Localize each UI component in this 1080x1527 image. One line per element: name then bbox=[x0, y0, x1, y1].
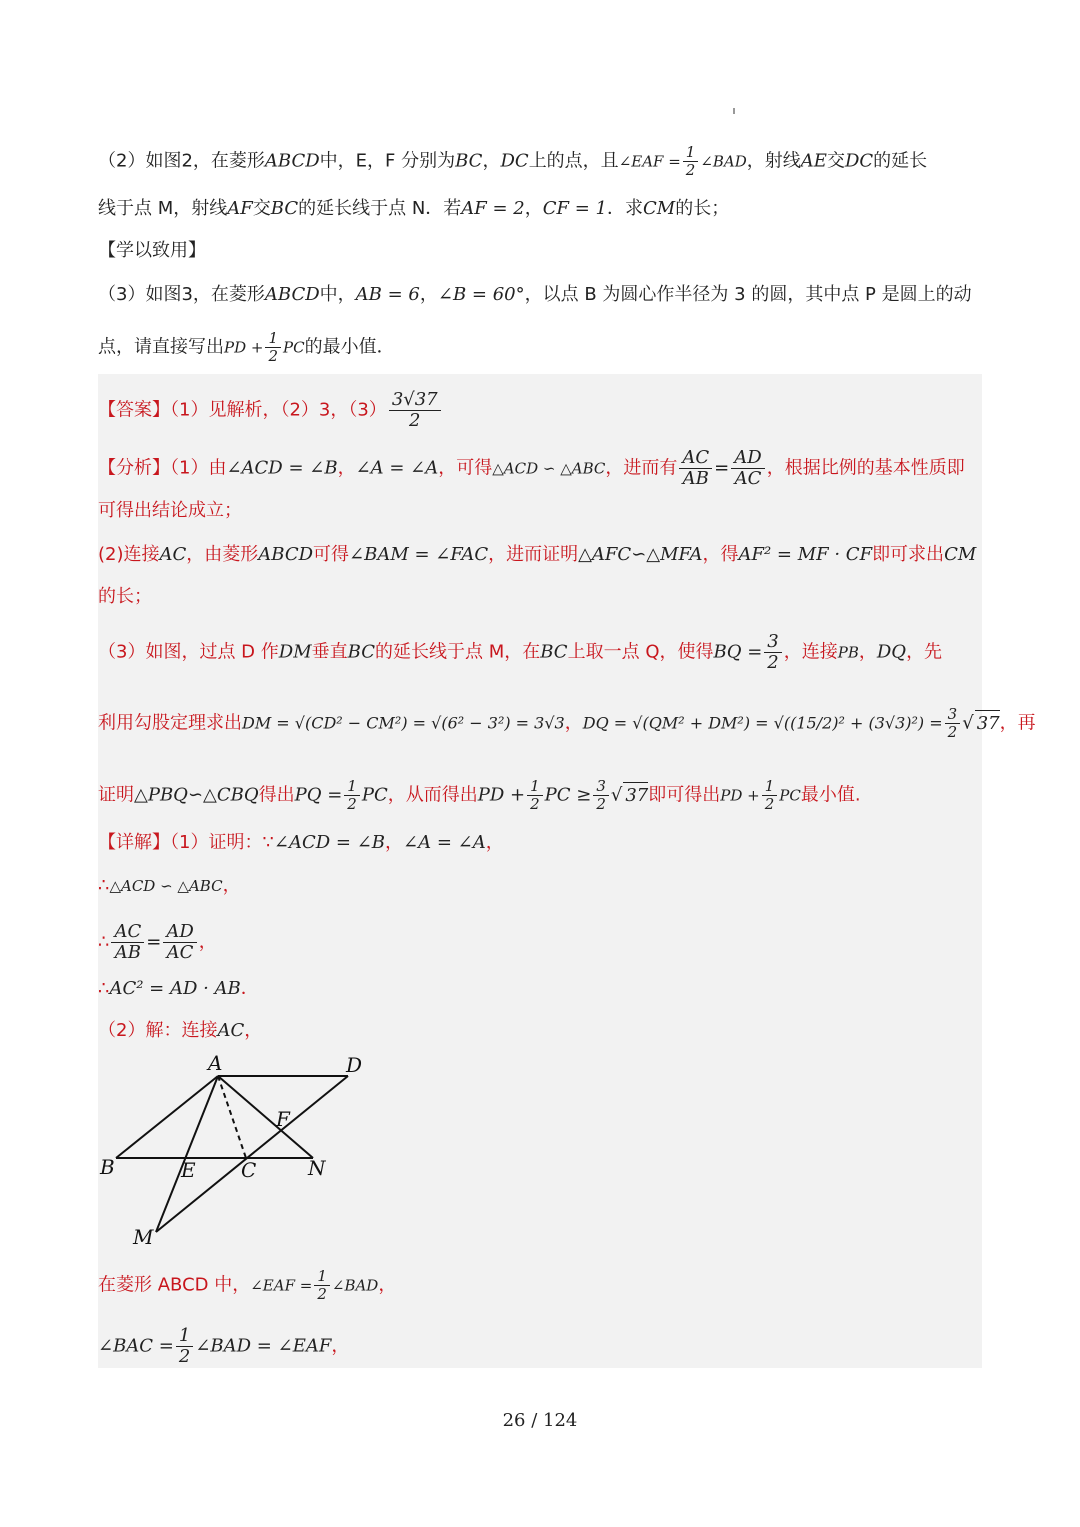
analysis-line-3: (2)连接AC，由菱形ABCD可得∠BAM = ∠FAC，进而证明△AFC∽△MFA，得AF² = MF · CF即可求出CM bbox=[98, 544, 977, 565]
segment-AM bbox=[156, 1076, 218, 1232]
label-D: D bbox=[346, 1053, 363, 1077]
detail-line-1: 【详解】（1）证明：∵∠ACD = ∠B，∠A = ∠A， bbox=[98, 832, 504, 853]
analysis-line-1: 【分析】（1）由∠ACD = ∠B，∠A = ∠A，可得△ACD ∽ △ABC，进而有 $\frac{AC}{AB}$ = $\frac{AD}{AC}$ ，根据比例的基本性质即 bbox=[98, 447, 965, 489]
page-mark bbox=[733, 108, 735, 114]
label-M: M bbox=[133, 1225, 154, 1248]
detail-line-5: （2）解：连接AC， bbox=[98, 1020, 263, 1041]
analysis-line-6: 利用勾股定理求出DM = √(CD² − CM²) = √(6² − 3²) = 3√3，DQ = √(QM² + DM²) = √((15/2)² + (3√3)²) = $\frac{3}{2}$ √ 37，再 bbox=[98, 705, 1036, 741]
answer-line: 【答案】（1）见解析，（2）3，（3） $\frac{3√37}{2}$ bbox=[98, 390, 982, 431]
segment-DM bbox=[156, 1076, 348, 1232]
analysis-line-5: （3）如图，过点 D 作DM垂直BC的延长线于点 M，在BC上取一点 Q，使得BQ = $\frac{3}{2}$ ，连接PB，DQ，先 bbox=[98, 631, 943, 673]
detail-line-7: ∠BAC = $\frac{1}{2}$ ∠BAD = ∠EAF， bbox=[98, 1325, 350, 1367]
analysis-line-4: 的长； bbox=[98, 586, 152, 607]
problem-2-line-1: （2）如图2，在菱形ABCD中，E，F 分别为BC，DC上的点，且∠EAF = $\frac{1}{2}$ ∠BAD，射线AE交DC的延长 bbox=[98, 143, 928, 179]
problem-2-line-2: 线于点 M，射线AF交BC的延长线于点 N．若AF = 2，CF = 1．求CM的长； bbox=[98, 198, 730, 219]
analysis-line-2: 可得出结论成立； bbox=[98, 500, 242, 521]
detail-line-4: ∴AC² = AD · AB． bbox=[98, 978, 259, 999]
section-heading-apply: 【学以致用】 bbox=[98, 240, 206, 261]
detail-line-3: ∴ $\frac{AC}{AB}$ = $\frac{AD}{AC}$ ， bbox=[98, 921, 217, 963]
problem-3-line-2: 点，请直接写出PD + $\frac{1}{2}$ PC的最小值． bbox=[98, 329, 395, 365]
label-E: E bbox=[181, 1158, 196, 1182]
label-B: B bbox=[100, 1155, 115, 1179]
problem-3-line-1: （3）如图3，在菱形ABCD中，AB = 6，∠B = 60°，以点 B 为圆心作半径为 3 的圆，其中点 P 是圆上的动 bbox=[98, 284, 972, 305]
page-number: 26 / 124 bbox=[502, 1410, 578, 1431]
label-A: A bbox=[208, 1052, 223, 1075]
detail-line-6: 在菱形 ABCD 中，∠EAF = $\frac{1}{2}$ ∠BAD， bbox=[98, 1267, 397, 1303]
label-C: C bbox=[241, 1158, 257, 1182]
label-N: N bbox=[308, 1156, 326, 1180]
rhombus-diagram bbox=[98, 1052, 378, 1248]
label-F: F bbox=[276, 1107, 290, 1131]
detail-line-2: ∴△ACD ∽ △ABC， bbox=[98, 875, 241, 896]
analysis-line-7: 证明△PBQ∽△CBQ得出PQ = $\frac{1}{2}$ PC，从而得出PD + $\frac{1}{2}$ PC ≥ $\frac{3}{2}$ √ 37即可得出PD + $\frac{1}{2}$ PC最小值. bbox=[98, 777, 861, 813]
